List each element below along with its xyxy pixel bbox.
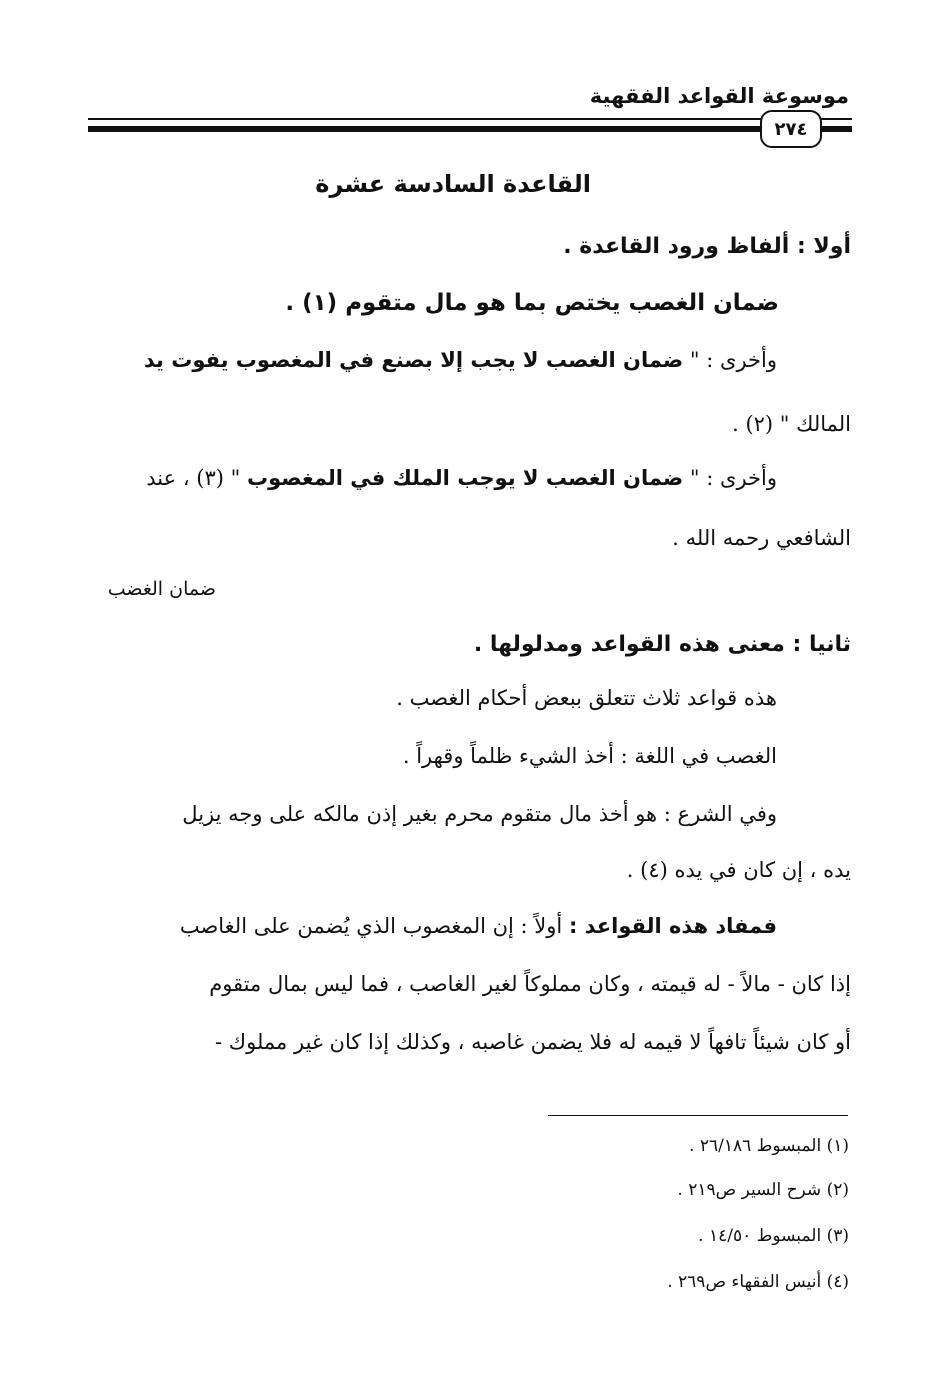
running-header-title: موسوعة القواعد الفقهية [589,84,849,108]
page-number: ٢٧٤ [760,110,822,148]
rule-title: القاعدة السادسة عشرة [315,170,591,198]
other-wording-1 [86,348,777,372]
para-three-rules: هذه قواعد ثلاث تتعلق ببعض أحكام الغصب . [396,686,777,710]
footnote-3: (٣) المبسوط ١٤/٥٠ . [698,1226,849,1246]
other-wording-2 [86,466,777,490]
para-purport-line2: إذا كان - مالاً - له قيمته ، وكان مملوكاً لغير الغاصب ، فما ليس بمال متقوم [209,972,851,996]
para-lexical-meaning: الغصب في اللغة : أخذ الشيء ظلماً وقهراً . [402,744,777,768]
footnote-1: (١) المبسوط ٢٦/١٨٦ . [689,1136,849,1156]
other-wording-2-text: ضمان الغصب لا يوجب الملك في المغصوب [247,466,684,490]
para-legal-meaning-line2: يده ، إن كان في يده (٤) . [626,858,851,882]
footnote-separator [548,1115,848,1116]
para-purport-line3: أو كان شيئاً تافهاً لا قيمه له فلا يضمن غاصبه ، وكذلك إذا كان غير مملوك - [215,1030,851,1054]
other-wording-2-suffix: " (٣) ، عند [146,466,241,490]
rule-main-text: ضمان الغصب يختص بما هو مال متقوم (١) . [285,290,779,316]
footnote-4: (٤) أنيس الفقهاء ص٢٦٩ . [667,1272,849,1292]
other-wording-2-prefix: وأخرى : " [689,466,777,490]
topic-label: ضمان الغضب [107,578,216,600]
header-thin-rule [88,118,852,120]
purport-label: فمفاد هذه القواعد : [568,914,777,938]
other-wording-1-continuation: المالك " (٢) . [732,412,851,436]
other-wording-1-prefix: وأخرى : " [689,348,777,372]
other-wording-2-continuation: الشافعي رحمه الله . [672,526,851,550]
para-purport-line1 [86,914,777,938]
purport-text: أولاً : إن المغصوب الذي يُضمن على الغاصب [179,914,563,938]
section1-heading: أولا : ألفاظ ورود القاعدة . [563,234,851,259]
section2-heading: ثانيا : معنى هذه القواعد ومدلولها . [473,632,851,657]
other-wording-1-text: ضمان الغصب لا يجب إلا بصنع في المغصوب يفوت يد [143,348,684,372]
para-legal-meaning-line1: وفي الشرع : هو أخذ مال متقوم محرم بغير إذن مالكه على وجه يزيل [182,802,777,826]
footnote-2: (٢) شرح السير ص٢١٩ . [677,1180,849,1200]
header-thick-rule [88,126,852,132]
